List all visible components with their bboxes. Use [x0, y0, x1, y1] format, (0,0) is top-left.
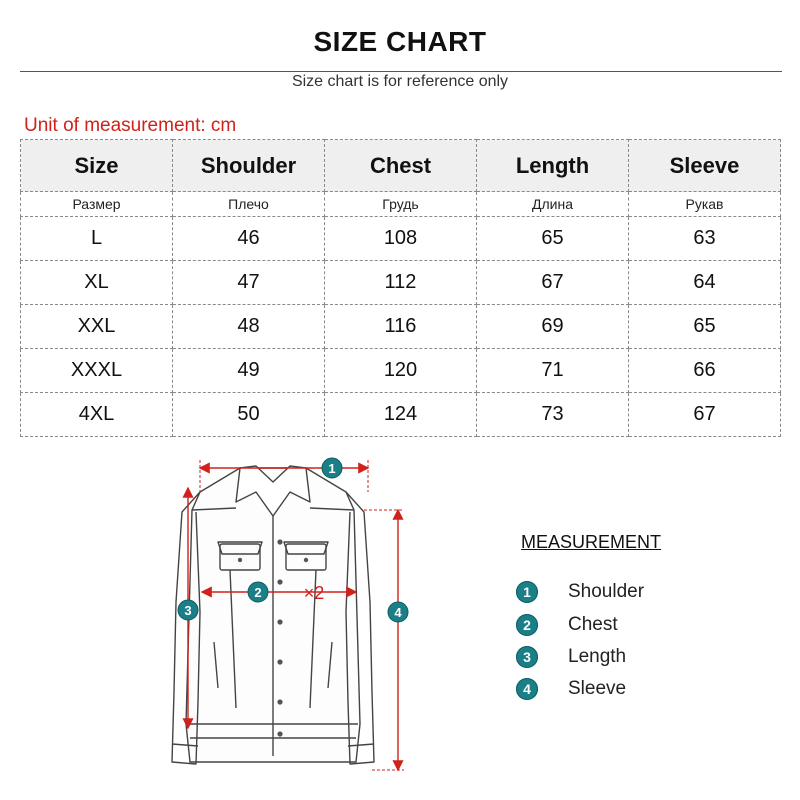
cell-shoulder: 48: [173, 305, 325, 349]
legend-item-chest: [516, 613, 618, 637]
number-4-icon: 4: [516, 678, 538, 700]
jacket-outline: [172, 466, 374, 764]
cell-length: 67: [477, 261, 629, 305]
column-header-sleeve: Sleeve: [629, 140, 781, 192]
table-row: [21, 349, 781, 393]
cell-sleeve: 64: [629, 261, 781, 305]
column-header-shoulder: Shoulder: [173, 140, 325, 192]
cell-chest: 116: [325, 305, 477, 349]
cell-size: XL: [21, 261, 173, 305]
marker-1-icon: [322, 458, 342, 478]
column-header-size: Size: [21, 140, 173, 192]
column-subheader-chest: Грудь: [325, 192, 477, 217]
cell-size: L: [21, 217, 173, 261]
marker-4-icon: [388, 602, 408, 622]
svg-text:1: 1: [328, 461, 336, 476]
table-row: [21, 217, 781, 261]
cell-size: XXL: [21, 305, 173, 349]
column-subheader-shoulder: Плечо: [173, 192, 325, 217]
marker-3-icon: [178, 600, 198, 620]
cell-length: 69: [477, 305, 629, 349]
chest-multiplier: ×2: [303, 583, 325, 603]
cell-shoulder: 46: [173, 217, 325, 261]
cell-chest: 124: [325, 393, 477, 437]
marker-2-icon: [248, 582, 268, 602]
number-2-icon: 2: [516, 614, 538, 636]
subtitle: Size chart is for reference only: [291, 73, 509, 90]
legend-label: Length: [568, 646, 627, 667]
number-1-icon: 1: [516, 581, 538, 603]
column-subheader-length: Длина: [477, 192, 629, 217]
table-row: [21, 393, 781, 437]
table-subheader-row: [21, 192, 781, 217]
svg-text:4: 4: [394, 605, 402, 620]
size-table: [20, 139, 781, 437]
jacket-diagram: [160, 452, 420, 782]
table-row: [21, 261, 781, 305]
cell-size: 4XL: [21, 393, 173, 437]
legend-label: Chest: [568, 614, 618, 635]
unit-note: Unit of measurement: cm: [24, 115, 237, 136]
table-row: [21, 305, 781, 349]
legend-item-sleeve: [516, 677, 626, 701]
legend-label: Shoulder: [568, 581, 645, 602]
legend-label: Sleeve: [568, 678, 627, 699]
cell-length: 71: [477, 349, 629, 393]
column-header-length: Length: [477, 140, 629, 192]
page-title: SIZE CHART: [313, 26, 487, 57]
number-3-icon: 3: [516, 646, 538, 668]
column-subheader-size: Размер: [21, 192, 173, 217]
cell-shoulder: 50: [173, 393, 325, 437]
svg-text:2: 2: [254, 585, 262, 600]
cell-chest: 120: [325, 349, 477, 393]
cell-chest: 108: [325, 217, 477, 261]
title-divider: [20, 71, 782, 72]
column-subheader-sleeve: Рукав: [629, 192, 781, 217]
cell-chest: 112: [325, 261, 477, 305]
cell-length: 73: [477, 393, 629, 437]
svg-text:3: 3: [184, 603, 192, 618]
measurement-title: MEASUREMENT: [521, 532, 662, 552]
cell-sleeve: 65: [629, 305, 781, 349]
cell-size: XXXL: [21, 349, 173, 393]
cell-sleeve: 66: [629, 349, 781, 393]
cell-shoulder: 47: [173, 261, 325, 305]
cell-sleeve: 63: [629, 217, 781, 261]
column-header-chest: Chest: [325, 140, 477, 192]
legend-item-shoulder: [516, 580, 644, 604]
cell-shoulder: 49: [173, 349, 325, 393]
cell-sleeve: 67: [629, 393, 781, 437]
cell-length: 65: [477, 217, 629, 261]
legend-item-length: [516, 645, 626, 669]
table-header-row: [21, 140, 781, 192]
